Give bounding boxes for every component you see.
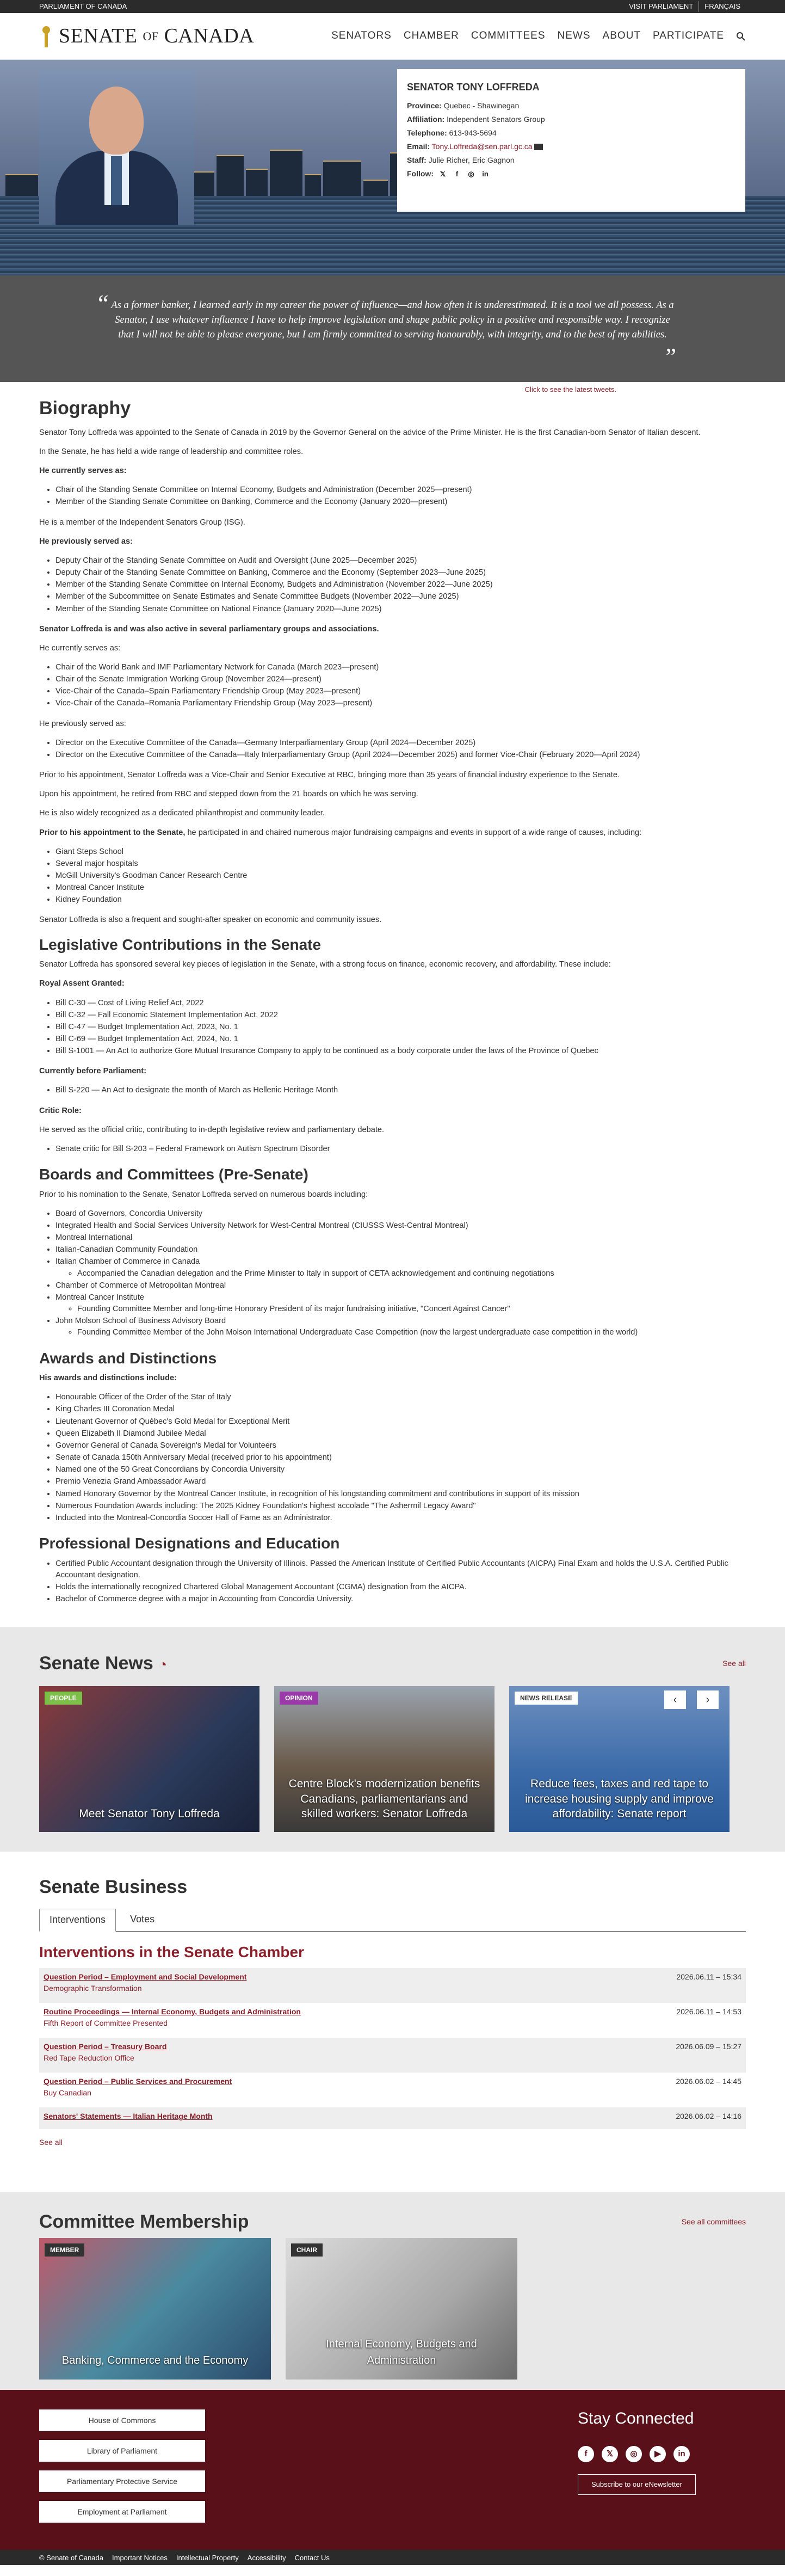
nav-chamber[interactable]: CHAMBER: [403, 30, 459, 42]
legislative-title: Legislative Contributions in the Senate: [39, 936, 322, 953]
list-item: • John Molson School of Business Advisory Board ◦ Founding Committee Member of the John Molson International Undergraduate Case Competition (now the largest undergraduate case competition in the world): [55, 1315, 746, 1338]
important-notices-link[interactable]: Important Notices: [112, 2553, 168, 2562]
senator-portrait: [39, 69, 194, 225]
news-caption: Centre Block's modernization benefits Canadians, parliamentarians and skilled workers: Senator Loffreda: [288, 1778, 480, 1820]
intervention-row[interactable]: Question Period – Public Services and Procurement Buy Canadian 2026.06.02 – 14:45: [44, 2077, 741, 2098]
intellectual-property-link[interactable]: Intellectual Property: [176, 2553, 239, 2562]
bio-subheading: He currently serves as:: [39, 466, 127, 476]
nav-committees[interactable]: COMMITTEES: [471, 30, 546, 42]
list-item: • Bill S-220 — An Act to designate the month of March as Hellenic Heritage Month: [55, 1085, 746, 1096]
logo-canada-text: CANADA: [164, 24, 255, 47]
news-caption: Reduce fees, taxes and red tape to increase housing supply and improve affordability: Senate report: [525, 1778, 714, 1820]
list-item: • Member of the Standing Senate Committee on Internal Economy, Budgets and Administration (November 2022—June 2025): [55, 579, 746, 591]
committee-caption: Banking, Commerce and the Economy: [61, 2354, 249, 2367]
follow-label: Follow:: [407, 169, 434, 178]
professional-title: Professional Designations and Education: [39, 1535, 340, 1552]
vcard-icon[interactable]: [534, 144, 543, 150]
facebook-icon[interactable]: f: [455, 169, 459, 178]
list-item: • Chair of the Senate Immigration Working Group (November 2024—present): [55, 674, 746, 685]
royal-assent-list: [55, 998, 746, 1058]
nav-news[interactable]: NEWS: [557, 30, 591, 42]
list-item: • Montreal Cancer Institute: [55, 882, 746, 894]
search-icon[interactable]: [736, 32, 746, 41]
bio-paragraph: Prior to his appointment to the Senate, he participated in and chaired numerous major fundraising campaigns and events in support of a wide range of causes, including:: [39, 828, 642, 837]
causes-list: [55, 846, 746, 906]
list-item: • Member of the Standing Senate Committee on National Finance (January 2020—June 2025): [55, 604, 746, 615]
bio-paragraph: Senator Tony Loffreda was appointed to the Senate of Canada in 2019 by the Governor General on the advice of the Prime Minister. He is the first Canadian-born Senator of Italian descent.: [39, 428, 701, 437]
youtube-icon[interactable]: ▶: [650, 2446, 666, 2462]
email-row: Email: Tony.Loffreda@sen.parl.gc.ca: [407, 141, 735, 152]
list-item: • Several major hospitals: [55, 858, 746, 870]
affiliation-row: Affiliation: Independent Senators Group: [407, 115, 545, 124]
province-value: Quebec - Shawinegan: [443, 101, 520, 110]
bio-subheading: Senator Loffreda is and was also active in several parliamentary groups and associations.: [39, 624, 379, 634]
bio-paragraph: He is a member of the Independent Senators Group (ISG).: [39, 518, 245, 527]
carousel-next-button[interactable]: ›: [697, 1690, 719, 1709]
business-see-all-link[interactable]: See all: [39, 2138, 63, 2147]
list-item: • Bill C-47 — Budget Implementation Act, 2023, No. 1: [55, 1022, 746, 1033]
intervention-row[interactable]: Routine Proceedings — Internal Economy, Budgets and Administration Fifth Report of Committee Presented 2026.06.11 – 14:53: [44, 2007, 741, 2028]
boards-list: [55, 1208, 746, 1339]
list-item: • Chair of the World Bank and IMF Parliamentary Network for Canada (March 2023—present): [55, 662, 746, 673]
senate-logo[interactable]: [39, 21, 254, 52]
site-header: [0, 13, 785, 60]
intervention-row[interactable]: Question Period – Employment and Social Development Demographic Transformation 2026.06.11 – 15:34: [39, 1968, 746, 2003]
list-item: • Member of the Subcommittee on Senate Estimates and Senate Committee Budgets (November 2022—June 2025): [55, 591, 746, 602]
awards-heading: His awards and distinctions include:: [39, 1374, 177, 1383]
senator-quote: [0, 275, 785, 382]
rss-icon[interactable]: ◔: [158, 1656, 167, 1673]
list-item: • Senate of Canada 150th Anniversary Medal (received prior to his appointment): [55, 1452, 746, 1464]
bio-subheading: He previously served as:: [39, 537, 133, 546]
nav-participate[interactable]: PARTICIPATE: [652, 30, 724, 42]
telephone-row: Telephone: 613-943-5694: [407, 128, 497, 137]
committee-membership-section: [0, 2192, 785, 2390]
nav-senators[interactable]: SENATORS: [331, 30, 392, 42]
see-all-committees-link[interactable]: See all committees: [681, 2217, 746, 2227]
awards-list: [55, 1392, 746, 1524]
list-item: • Named one of the 50 Great Concordians by Concordia University: [55, 1464, 746, 1475]
critic-list: [55, 1143, 746, 1155]
province-row: Province: Quebec - Shawinegan: [407, 101, 520, 110]
latest-tweets-link[interactable]: Click to see the latest tweets.: [524, 385, 616, 394]
linkedin-icon[interactable]: in: [482, 169, 489, 178]
royal-assent-heading: Royal Assent Granted:: [39, 979, 125, 988]
list-item: • Governor General of Canada Sovereign's Medal for Volunteers: [55, 1440, 746, 1452]
mace-icon: [39, 26, 53, 47]
follow-row: [407, 168, 735, 180]
list-item: • Queen Elizabeth II Diamond Jubilee Medal: [55, 1428, 746, 1440]
news-see-all-link[interactable]: See all: [722, 1659, 746, 1668]
list-item: • Bill C-32 — Fall Economic Statement Implementation Act, 2022: [55, 1010, 746, 1021]
intervention-row[interactable]: Question Period – Treasury Board Red Tape Reduction Office 2026.06.09 – 15:27: [39, 2038, 746, 2073]
list-item: • Board of Governors, Concordia University: [55, 1208, 746, 1220]
profile-hero: [0, 60, 785, 275]
language-toggle[interactable]: FRANÇAIS: [699, 1, 746, 12]
copyright-text: © Senate of Canada: [39, 2553, 103, 2562]
list-subitem: ◦ Accompanied the Canadian delegation and the Prime Minister to Italy in support of CETA acknowledgement and continuing negotiations: [77, 1268, 746, 1280]
list-item: • Lieutenant Governor of Québec's Gold Medal for Exceptional Merit: [55, 1416, 746, 1428]
footer-link-employment[interactable]: Employment at Parliament: [39, 2501, 205, 2523]
business-tabs: [39, 1909, 746, 1932]
list-item: • McGill University's Goodman Cancer Research Centre: [55, 870, 746, 882]
list-item: • Giant Steps School: [55, 846, 746, 858]
list-item: • Premio Venezia Grand Ambassador Award: [55, 1476, 746, 1487]
senate-news-section: [0, 1627, 785, 1852]
quote-text: As a former banker, I learned early in my career the power of influence—and how often it is underestimated. It is a tool we all possess. As a Senator, I use whatever influence I have to help improve legislation and shape public policy in a positive and responsible way. I recognize that I will not be able to please everyone, but I am firmly committed to serving honourably, with integrity, and to the best of my abilities.: [111, 300, 674, 340]
news-caption: Meet Senator Tony Loffreda: [79, 1807, 220, 1820]
list-item: • Integrated Health and Social Services University Network for West-Central Montreal (CIUSSS West-Central Montreal): [55, 1220, 746, 1232]
current-roles-list: [55, 484, 746, 508]
nav-about[interactable]: ABOUT: [602, 30, 641, 42]
x-icon[interactable]: 𝕏: [602, 2446, 618, 2462]
critic-role-heading: Critic Role:: [39, 1106, 82, 1115]
intervention-row[interactable]: Senators' Statements — Italian Heritage Month 2026.06.02 – 14:16: [39, 2107, 746, 2129]
committee-card[interactable]: [286, 2238, 517, 2380]
bio-paragraph: He is also widely recognized as a dedicated philanthropist and community leader.: [39, 809, 325, 818]
interventions-list: [39, 1968, 746, 2129]
close-quote-icon: ”: [665, 343, 676, 371]
senator-info-box: [397, 69, 745, 212]
legislative-paragraph: Senator Loffreda has sponsored several key pieces of legislation in the Senate, with a strong focus on finance, economic recovery, and affordability. These include:: [39, 960, 611, 969]
senate-business-section: [0, 1852, 785, 2148]
list-item: • Bill S-1001 — An Act to authorize Gore Mutual Insurance Company to apply to be continued as a body corporate under the laws of the Province of Quebec: [55, 1046, 746, 1057]
list-item: • Montreal Cancer Institute ◦ Founding Committee Member and long-time Honorary President of its major fundraising initiative, "Concert Against Cancer": [55, 1292, 746, 1315]
committee-tag: CHAIR: [291, 2243, 323, 2257]
footer-link-library[interactable]: Library of Parliament: [39, 2440, 205, 2462]
instagram-icon[interactable]: ◎: [626, 2446, 642, 2462]
list-item: • Bill C-30 — Cost of Living Relief Act, 2022: [55, 998, 746, 1009]
bio-paragraph: In the Senate, he has held a wide range of leadership and committee roles.: [39, 447, 304, 456]
boards-paragraph: Prior to his nomination to the Senate, Senator Loffreda served on numerous boards including:: [39, 1190, 368, 1199]
list-item: • Bachelor of Commerce degree with a major in Accounting from Concordia University.: [55, 1594, 746, 1605]
committee-tag: MEMBER: [45, 2243, 84, 2257]
staff-value: Julie Richer, Eric Gagnon: [428, 156, 515, 164]
committee-card[interactable]: [39, 2238, 271, 2380]
business-title: Senate Business: [39, 1877, 188, 1898]
list-subitem: ◦ Founding Committee Member of the John Molson International Undergraduate Case Competition (now the largest undergraduate case competition in the world): [77, 1327, 746, 1338]
news-tag: PEOPLE: [45, 1692, 82, 1705]
open-quote-icon: “: [98, 290, 109, 317]
contact-us-link[interactable]: Contact Us: [294, 2553, 330, 2562]
site-footer: [0, 2390, 785, 2550]
interventions-title: Interventions in the Senate Chamber: [39, 1944, 304, 1961]
list-item: • Named Honorary Governor by the Montreal Cancer Institute, in recognition of his longstanding commitment and contributions in support of its mission: [55, 1489, 746, 1500]
list-item: • Kidney Foundation: [55, 894, 746, 906]
list-item: • Certified Public Accountant designation through the University of Illinois. Passed the American Institute of Certified Public Accountants (AICPA) Final Exam and holds the U.S.A. Certified Public Accountant designation.: [55, 1558, 746, 1581]
accessibility-link[interactable]: Accessibility: [247, 2553, 286, 2562]
list-item: • Chair of the Standing Senate Committee on Internal Economy, Budgets and Administration (December 2025—present): [55, 484, 746, 496]
professional-list: [55, 1558, 746, 1606]
bio-paragraph: Senator Loffreda is also a frequent and sought-after speaker on economic and community issues.: [39, 915, 382, 925]
list-item: • Inducted into the Montreal-Concordia Soccer Hall of Fame as an Administrator.: [55, 1513, 746, 1524]
subscribe-button[interactable]: Subscribe to our eNewsletter: [578, 2474, 696, 2495]
news-title: Senate News ◔: [39, 1653, 167, 1674]
list-item: • Italian-Canadian Community Foundation: [55, 1244, 746, 1256]
list-item: • Deputy Chair of the Standing Senate Committee on Audit and Oversight (June 2025—December 2025): [55, 555, 746, 567]
news-tag: OPINION: [280, 1692, 318, 1705]
news-tag: NEWS RELEASE: [515, 1692, 578, 1705]
before-parliament-list: [55, 1085, 746, 1096]
bio-paragraph: He previously served as:: [39, 719, 126, 728]
list-item: • Italian Chamber of Commerce in Canada ◦ Accompanied the Canadian delegation and the Prime Minister to Italy in support of CETA acknowledgement and continuing negotiations: [55, 1256, 746, 1279]
parliament-link[interactable]: PARLIAMENT OF CANADA: [39, 2, 127, 11]
telephone-value: 613-943-5694: [449, 128, 497, 137]
boards-title: Boards and Committees (Pre-Senate): [39, 1166, 308, 1183]
bottom-bar: [0, 2550, 785, 2565]
list-subitem: ◦ Founding Committee Member and long-time Honorary President of its major fundraising initiative, "Concert Against Cancer": [77, 1304, 746, 1315]
footer-link-house-of-commons[interactable]: House of Commons: [39, 2409, 205, 2431]
logo-senate-text: SENATE: [59, 24, 138, 47]
list-item: • Honourable Officer of the Order of the Star of Italy: [55, 1392, 746, 1403]
critic-paragraph: He served as the official critic, contributing to in-depth legislative review and parliamentary debate.: [39, 1125, 385, 1134]
awards-title: Awards and Distinctions: [39, 1349, 217, 1367]
staff-row: Staff: Julie Richer, Eric Gagnon: [407, 156, 515, 164]
stay-connected: [578, 2406, 696, 2495]
instagram-icon[interactable]: ◎: [468, 169, 474, 178]
news-card[interactable]: [509, 1686, 730, 1832]
list-item: • Director on the Executive Committee of the Canada—Italy Interparliamentary Group (April 2024—December 2025) and former Vice-Chair (February 2020—April 2024): [55, 749, 746, 761]
list-item: • King Charles III Coronation Medal: [55, 1404, 746, 1415]
committees-title: Committee Membership: [39, 2211, 249, 2233]
bio-paragraph: Upon his appointment, he retired from RBC and stepped down from the 21 boards on which he was serving.: [39, 790, 418, 799]
logo-of-text: OF: [143, 29, 159, 43]
list-item: • Holds the internationally recognized Chartered Global Management Accountant (CGMA) designation from the AICPA.: [55, 1582, 746, 1593]
list-item: • Numerous Foundation Awards including: The 2025 Kidney Foundation's highest accolade "The Asherrnil Legacy Award": [55, 1501, 746, 1512]
committee-caption: Internal Economy, Budgets and Administration: [326, 2338, 477, 2367]
before-parliament-heading: Currently before Parliament:: [39, 1067, 147, 1076]
footer-link-protective-service[interactable]: Parliamentary Protective Service: [39, 2470, 205, 2492]
tab-votes[interactable]: Votes: [130, 1914, 155, 1925]
email-link[interactable]: Tony.Loffreda@sen.parl.gc.ca: [431, 142, 533, 151]
senator-name: SENATOR TONY LOFFREDA: [407, 82, 540, 93]
bio-paragraph: He currently serves as:: [39, 643, 121, 653]
list-item: • Member of the Standing Senate Committee on Banking, Commerce and the Economy (January 2020—present): [55, 496, 746, 508]
biography-title: Biography: [39, 397, 131, 419]
stay-connected-title: Stay Connected: [578, 2409, 694, 2428]
facebook-icon[interactable]: f: [578, 2446, 594, 2462]
list-item: • Vice-Chair of the Canada–Romania Parliamentary Friendship Group (May 2023—present): [55, 698, 746, 709]
news-card[interactable]: [274, 1686, 495, 1832]
groups-previous-list: [55, 737, 746, 761]
list-item: • Director on the Executive Committee of the Canada—Germany Interparliamentary Group (April 2024—December 2025): [55, 737, 746, 749]
list-item: • Senate critic for Bill S-203 – Federal Framework on Autism Spectrum Disorder: [55, 1143, 746, 1155]
list-item: • Bill C-69 — Budget Implementation Act, 2024, No. 1: [55, 1034, 746, 1045]
visit-parliament-link[interactable]: VISIT PARLIAMENT: [629, 2, 694, 11]
groups-current-list: [55, 662, 746, 710]
previous-roles-list: [55, 555, 746, 615]
top-bar: [0, 0, 785, 13]
list-item: • Deputy Chair of the Standing Senate Committee on Banking, Commerce and the Economy (September 2023—June 2025): [55, 567, 746, 579]
affiliation-value: Independent Senators Group: [447, 115, 545, 124]
main-nav: [331, 28, 746, 44]
bio-paragraph: Prior to his appointment, Senator Loffreda was a Vice-Chair and Senior Executive at RBC, bringing more than 35 years of financial industry experience to the Senate.: [39, 771, 620, 780]
biography-content: [0, 395, 785, 1606]
carousel-prev-button[interactable]: ‹: [664, 1690, 686, 1709]
list-item: • Montreal International: [55, 1232, 746, 1244]
list-item: • Vice-Chair of the Canada–Spain Parliamentary Friendship Group (May 2023—present): [55, 686, 746, 697]
linkedin-icon[interactable]: in: [673, 2446, 690, 2462]
list-item: • Chamber of Commerce of Metropolitan Montreal: [55, 1280, 746, 1292]
x-icon[interactable]: 𝕏: [440, 169, 446, 178]
tab-interventions[interactable]: Interventions: [39, 1909, 116, 1932]
news-card[interactable]: [39, 1686, 259, 1832]
